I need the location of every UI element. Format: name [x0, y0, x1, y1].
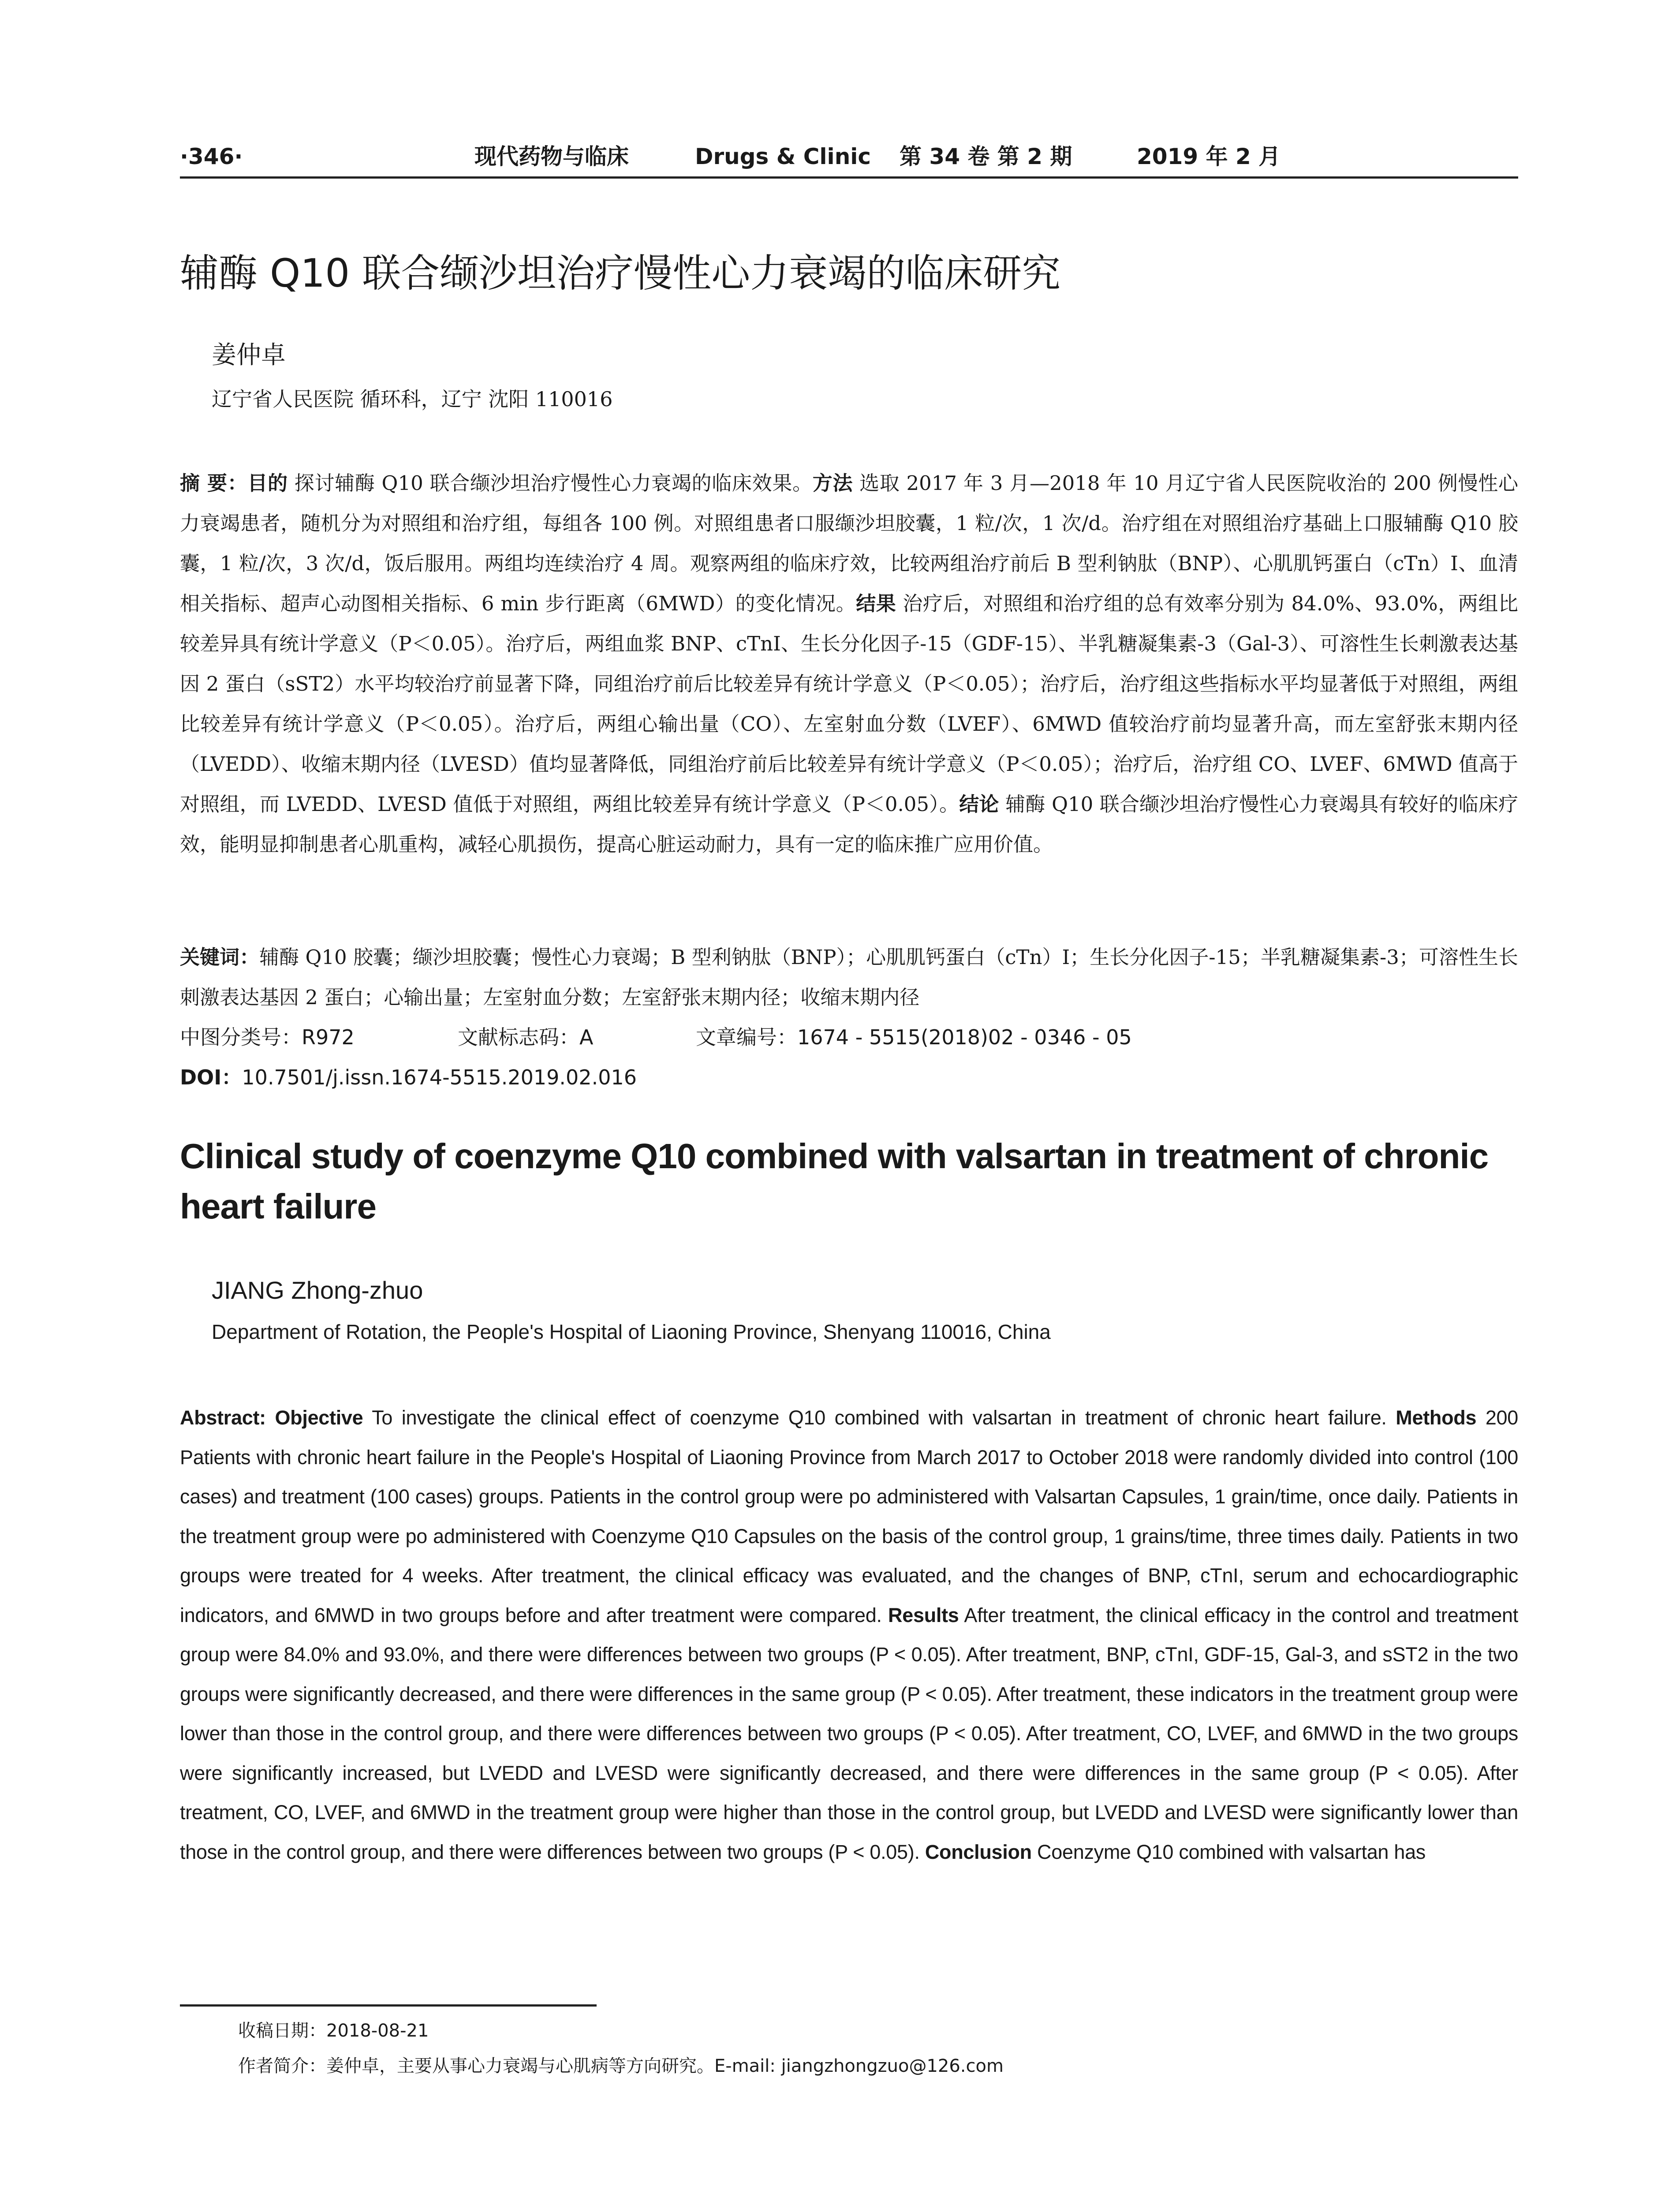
doi-value[interactable]: 10.7501/j.issn.1674-5515.2019.02.016: [242, 1065, 637, 1089]
en-objective-text: To investigate the clinical effect of coenzyme Q10 combined with valsartan in treatment of chronic heart failure.: [363, 1406, 1396, 1429]
en-methods-text: 200 Patients with chronic heart failure in the People's Hospital of Liaoning Province from March 2017 to October 2018 were randomly divided into control (100 cases) and treatment (100 cases) groups. Patients in the control group were po administered with Valsartan Capsules, 1 grain/time, once daily. Patients in the treatment group were po administered with Coenzyme Q10 Capsules on the basis of the control group, 1 grains/time, three times daily. Patients in two groups were treated for 4 weeks. After treatment, the clinical efficacy was evaluated, and the changes of BNP, cTnI, serum and echocardiographic indicators, and 6MWD in two groups before and after treatment were compared.: [180, 1406, 1518, 1626]
clc-number: 中图分类号：R972: [180, 1025, 355, 1049]
en-conclusion-label: Conclusion: [925, 1840, 1032, 1863]
english-title: Clinical study of coenzyme Q10 combined with valsartan in treatment of chronic heart failure: [180, 1136, 1489, 1226]
article-number: 文章编号：1674 - 5515(2018)02 - 0346 - 05: [696, 1025, 1132, 1049]
english-affiliation: Department of Rotation, the People's Hospital of Liaoning Province, Shenyang 110016, China: [212, 1320, 1051, 1343]
volume-issue: 第 34 卷 第 2 期: [900, 144, 1072, 169]
en-abstract-label: Abstract: Objective: [180, 1406, 363, 1429]
header-rule: [180, 176, 1518, 179]
issue-date: 2019 年 2 月: [1137, 144, 1281, 169]
chinese-author: 姜仲卓: [212, 341, 286, 370]
doi-line: [180, 1058, 637, 1098]
received-date: 收稿日期：2018-08-21: [238, 2021, 429, 2041]
chinese-keywords: [180, 937, 1518, 1017]
results-text: 治疗后，对照组和治疗组的总有效率分别为 84.0%、93.0%，两组比较差异具有统计学意义（P＜0.05）。治疗后，两组血浆 BNP、cTnI、生长分化因子-15（GDF-15）、半乳糖凝集素-3（Gal-3）、可溶性生长刺激表达基因 2 蛋白（sST2）水平均较治疗前显著下降，同组治疗前后比较差异有统计学意义（P＜0.05）；治疗后，治疗组这些指标水平均显著低于对照组，两组比较差异有统计学意义（P＜0.05）。治疗后，两组心输出量（CO）、左室射血分数（LVEF）、6MWD 值较治疗前均显著升高，而左室舒张末期内径（LVEDD）、收缩末期内径（LVESD）值均显著降低，同组治疗前后比较差异有统计学意义（P＜0.05）；治疗后，治疗组 CO、LVEF、6MWD 值高于对照组，而 LVEDD、LVESD 值低于对照组，两组比较差异有统计学意义（P＜0.05）。: [180, 592, 1518, 816]
running-header: [180, 143, 1518, 170]
chinese-abstract: [180, 463, 1518, 864]
chinese-title: 辅酶 Q10 联合缬沙坦治疗慢性心力衰竭的临床研究: [180, 250, 1061, 296]
methods-label: 方法: [812, 471, 853, 495]
methods-text: 选取 2017 年 3 月—2018 年 10 月辽宁省人民医院收治的 200 例慢性心力衰竭患者，随机分为对照组和治疗组，每组各 100 例。对照组患者口服缬沙坦胶囊，1 粒/次，1 次/d。治疗组在对照组治疗基础上口服辅酶 Q10 胶囊，1 粒/次，3 次/d，饭后服用。两组均连续治疗 4 周。观察两组的临床疗效，比较两组治疗前后 B 型利钠肽（BNP）、心肌肌钙蛋白（cTn）I、血清相关指标、超声心动图相关指标、6 min 步行距离（6MWD）的变化情况。: [180, 471, 1518, 615]
journal-name-cn: 现代药物与临床: [474, 144, 629, 169]
keywords-label: 关键词：: [180, 946, 260, 969]
en-methods-label: Methods: [1396, 1406, 1477, 1429]
objective-label: 目的: [247, 471, 288, 495]
en-results-label: Results: [888, 1603, 959, 1626]
english-author: JIANG Zhong-zhuo: [212, 1276, 423, 1304]
classification-line: [180, 1017, 1518, 1058]
abstract-label: 摘 要：: [180, 471, 248, 495]
chinese-affiliation: 辽宁省人民医院 循环科，辽宁 沈阳 110016: [212, 387, 613, 411]
english-abstract: [180, 1398, 1518, 1872]
objective-text: 探讨辅酶 Q10 联合缬沙坦治疗慢性心力衰竭的临床效果。: [287, 471, 813, 495]
en-results-text: After treatment, the clinical efficacy in the control and treatment group were 84.0% and 93.0%, and there were differences between two groups (P < 0.05). After treatment, BNP, cTnI, GDF-15, Gal-3, and sST2 in the two groups were significantly decreased, and there were differences in the same group (P < 0.05). After treatment, these indicators in the treatment group were lower than those in the control group, and there were differences between two groups (P < 0.05). After treatment, CO, LVEF, and 6MWD in the two groups were significantly increased, but LVEDD and LVESD were significantly decreased, and there were differences in the same group (P < 0.05). After treatment, CO, LVEF, and 6MWD in the treatment group were higher than those in the control group, but LVEDD and LVESD were significantly lower than those in the control group, and there were differences between two groups (P < 0.05).: [180, 1603, 1518, 1863]
footnote-rule: [180, 2004, 597, 2007]
document-code: 文献标志码：A: [458, 1025, 594, 1049]
journal-name-en: Drugs & Clinic: [695, 144, 871, 169]
en-conclusion-text: Coenzyme Q10 combined with valsartan has: [1031, 1840, 1426, 1863]
results-label: 结果: [856, 592, 896, 615]
conclusion-text: 辅酶 Q10 联合缬沙坦治疗慢性心力衰竭具有较好的临床疗效，能明显抑制患者心肌重构，减轻心肌损伤，提高心脏运动耐力，具有一定的临床推广应用价值。: [180, 792, 1518, 856]
keywords-text: 辅酶 Q10 胶囊；缬沙坦胶囊；慢性心力衰竭；B 型利钠肽（BNP）；心肌肌钙蛋白（cTn）I；生长分化因子-15；半乳糖凝集素-3；可溶性生长刺激表达基因 2 蛋白；心输出量；左室射血分数；左室舒张末期内径；收缩末期内径: [180, 946, 1518, 1009]
page-number: ·346·: [180, 144, 243, 169]
doi-label: DOI：: [180, 1065, 242, 1089]
conclusion-label: 结论: [959, 792, 999, 816]
author-bio: 作者简介：姜仲卓，主要从事心力衰竭与心肌病等方向研究。E-mail: jiangzhongzuo@126.com: [238, 2056, 1004, 2076]
